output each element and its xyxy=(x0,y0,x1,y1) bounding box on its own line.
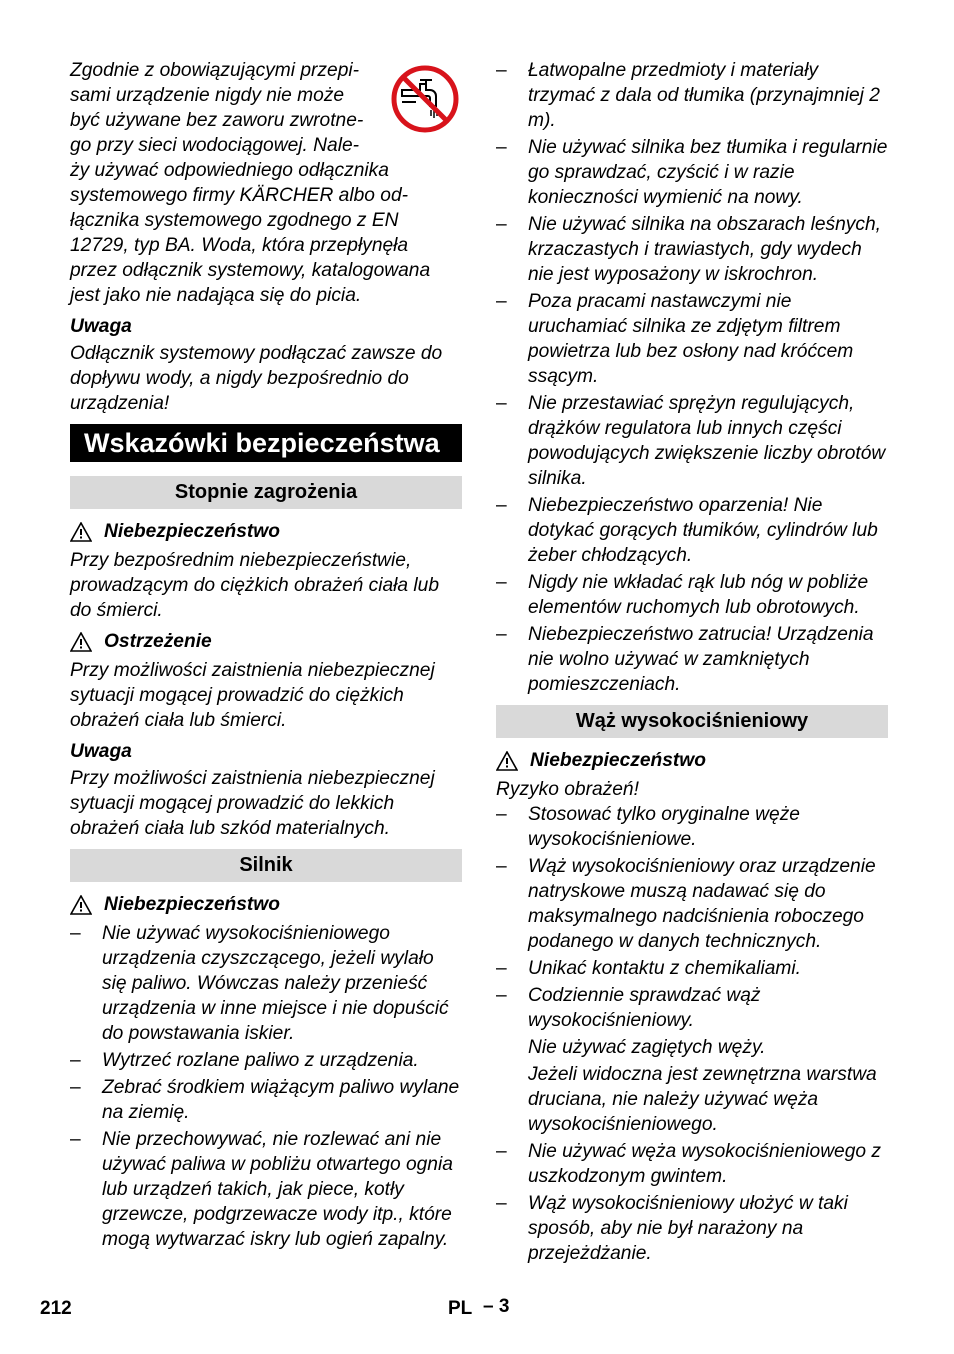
intro-line: być używane bez zaworu zwrotne- xyxy=(70,110,364,131)
list-item: – Poza pracami nastawczymi nie uruchamiać silnika ze zdjętym filtrem powietrza lub bez osłony nad króćcem ssącym. xyxy=(496,291,854,387)
hose-heading: Wąż wysokociśnieniowy xyxy=(496,705,888,738)
intro-line: ży używać odpowiedniego odłącznika xyxy=(70,160,389,181)
list-item: – Wąż wysokociśnieniowy ułożyć w taki sposób, aby nie był narażony na przejeżdżanie. xyxy=(496,1193,848,1264)
list-item: – Zebrać środkiem wiążącym paliwo wylane na ziemię. xyxy=(70,1077,460,1123)
caution-label: Uwaga xyxy=(70,741,132,762)
note-text: Odłącznik systemowy podłączać zawsze do dopływu wody, a nigdy bezpośrednio do urządzenia! xyxy=(70,343,443,414)
intro-line: 12729, typ BA. Woda, która przepłynęła xyxy=(70,235,409,256)
left-column xyxy=(70,58,462,1254)
list-item: – Nie używać wysokociśnieniowego urządzenia czyszczącego, jeżeli wylało się paliwo. Wówczas należy przenieść urządzenia w inne miejsce i nie dopuścić do powstawania iskier. xyxy=(70,923,449,1044)
warning-triangle-icon xyxy=(70,632,92,652)
intro-line: przez odłącznik systemowy, katalogowana xyxy=(70,260,431,281)
intro-line: jest jako nie nadająca się do picia. xyxy=(70,285,362,306)
list-item: – Łatwopalne przedmioty i materiały trzymać z dala od tłumika (przynajmniej 2 m). xyxy=(496,60,880,131)
page-number: 212 xyxy=(40,1298,72,1319)
warning-heading xyxy=(70,629,462,654)
list-item: – Nigdy nie wkładać rąk lub nóg w pobliże elementów ruchomych lub obrotowych. xyxy=(496,572,869,618)
intro-line: sami urządzenie nigdy nie może xyxy=(70,85,345,106)
hose-danger-label: Niebezpieczeństwo xyxy=(530,750,706,771)
hose-sub-text: Jeżeli widoczna jest zewnętrzna warstwa druciana, nie należy używać węża wysokociśnieniowego. xyxy=(528,1064,877,1135)
list-item: – Wąż wysokociśnieniowy oraz urządzenie natryskowe muszą nadawać się do maksymalnego nadciśnienia roboczego podanego w danych technicznych. xyxy=(496,856,876,952)
list-item: – Nie używać węża wysokociśnieniowego z uszkodzonym gwintem. xyxy=(496,1141,881,1187)
language-code: PL xyxy=(448,1298,473,1319)
intro-line: systemowego firmy KÄRCHER albo od- xyxy=(70,185,409,206)
hose-sub-text: Nie używać zagiętych węży. xyxy=(528,1037,766,1058)
danger-label: Niebezpieczeństwo xyxy=(104,521,280,542)
list-item: – Niebezpieczeństwo zatrucia! Urządzenia nie wolno używać w zamkniętych pomieszczeniach. xyxy=(496,624,874,695)
intro-notice xyxy=(70,58,462,308)
caution-text: Przy możliwości zaistnienia niebezpiecznej sytuacji mogącej prowadzić do lekkich obrażeń ciała lub szkód materialnych. xyxy=(70,768,435,839)
engine-list-left xyxy=(70,921,462,1252)
warning-text: Przy możliwości zaistnienia niebezpiecznej sytuacji mogącej prowadzić do ciężkich obrażeń ciała lub śmierci. xyxy=(70,660,435,731)
list-item: – Stosować tylko oryginalne węże wysokociśnieniowe. xyxy=(496,804,800,850)
engine-list-right xyxy=(496,58,888,697)
list-item: – Nie używać silnika bez tłumika i regularnie go sprawdzać, czyścić i w razie konieczności wymienić na nowy. xyxy=(496,137,888,208)
main-title: Wskazówki bezpieczeństwa xyxy=(70,424,462,462)
list-item: – Unikać kontaktu z chemikaliami. xyxy=(496,958,801,979)
list-item: – Nie używać silnika na obszarach leśnych, krzaczastych i trawiastych, gdy wydech nie jest wyposażony w iskrochron. xyxy=(496,214,882,285)
hose-intro: Ryzyko obrażeń! xyxy=(496,779,639,800)
warning-triangle-icon xyxy=(496,751,518,771)
danger-text: Przy bezpośrednim niebezpieczeństwie, prowadzącym do ciężkich obrażeń ciała lub do śmierci. xyxy=(70,550,440,621)
note-label: Uwaga xyxy=(70,316,132,337)
engine-danger-heading xyxy=(70,892,462,917)
right-column xyxy=(496,58,888,1268)
warning-label: Ostrzeżenie xyxy=(104,631,212,652)
intro-line: Zgodnie z obowiązującymi przepi- xyxy=(70,60,360,81)
list-item: – Nie przechowywać, nie rozlewać ani nie używać paliwa w pobliżu otwartego ognia lub urządzeń takich, jak piece, kotły grzewcze, podgrzewacze wody itp., które mogą wytwarzać iskry lub ogień zapalny. xyxy=(70,1129,453,1250)
hose-list-2 xyxy=(496,1139,888,1266)
hazard-levels-heading: Stopnie zagrożenia xyxy=(70,476,462,509)
danger-heading xyxy=(70,519,462,544)
warning-triangle-icon xyxy=(70,522,92,542)
engine-danger-label: Niebezpieczeństwo xyxy=(104,894,280,915)
intro-line: go przy sieci wodociągowej. Nale- xyxy=(70,135,360,156)
hose-danger-heading xyxy=(496,748,888,773)
engine-heading: Silnik xyxy=(70,849,462,882)
intro-line: łącznika systemowego zgodnego z EN xyxy=(70,210,399,231)
list-item: – Codziennie sprawdzać wąż wysokociśnieniowy. xyxy=(496,985,761,1031)
list-item: – Niebezpieczeństwo oparzenia! Nie dotykać gorących tłumików, cylindrów lub żeber chłodzących. xyxy=(496,495,878,566)
no-direct-water-connection-icon xyxy=(390,64,460,134)
warning-triangle-icon xyxy=(70,895,92,915)
hose-list xyxy=(496,802,888,1033)
list-item: – Nie przestawiać sprężyn regulujących, drążków regulatora lub innych części powodujących zwiększenie liczby obrotów silnika. xyxy=(496,393,886,489)
language-page-number: – 3 xyxy=(483,1296,510,1317)
list-item: – Wytrzeć rozlane paliwo z urządzenia. xyxy=(70,1050,419,1071)
